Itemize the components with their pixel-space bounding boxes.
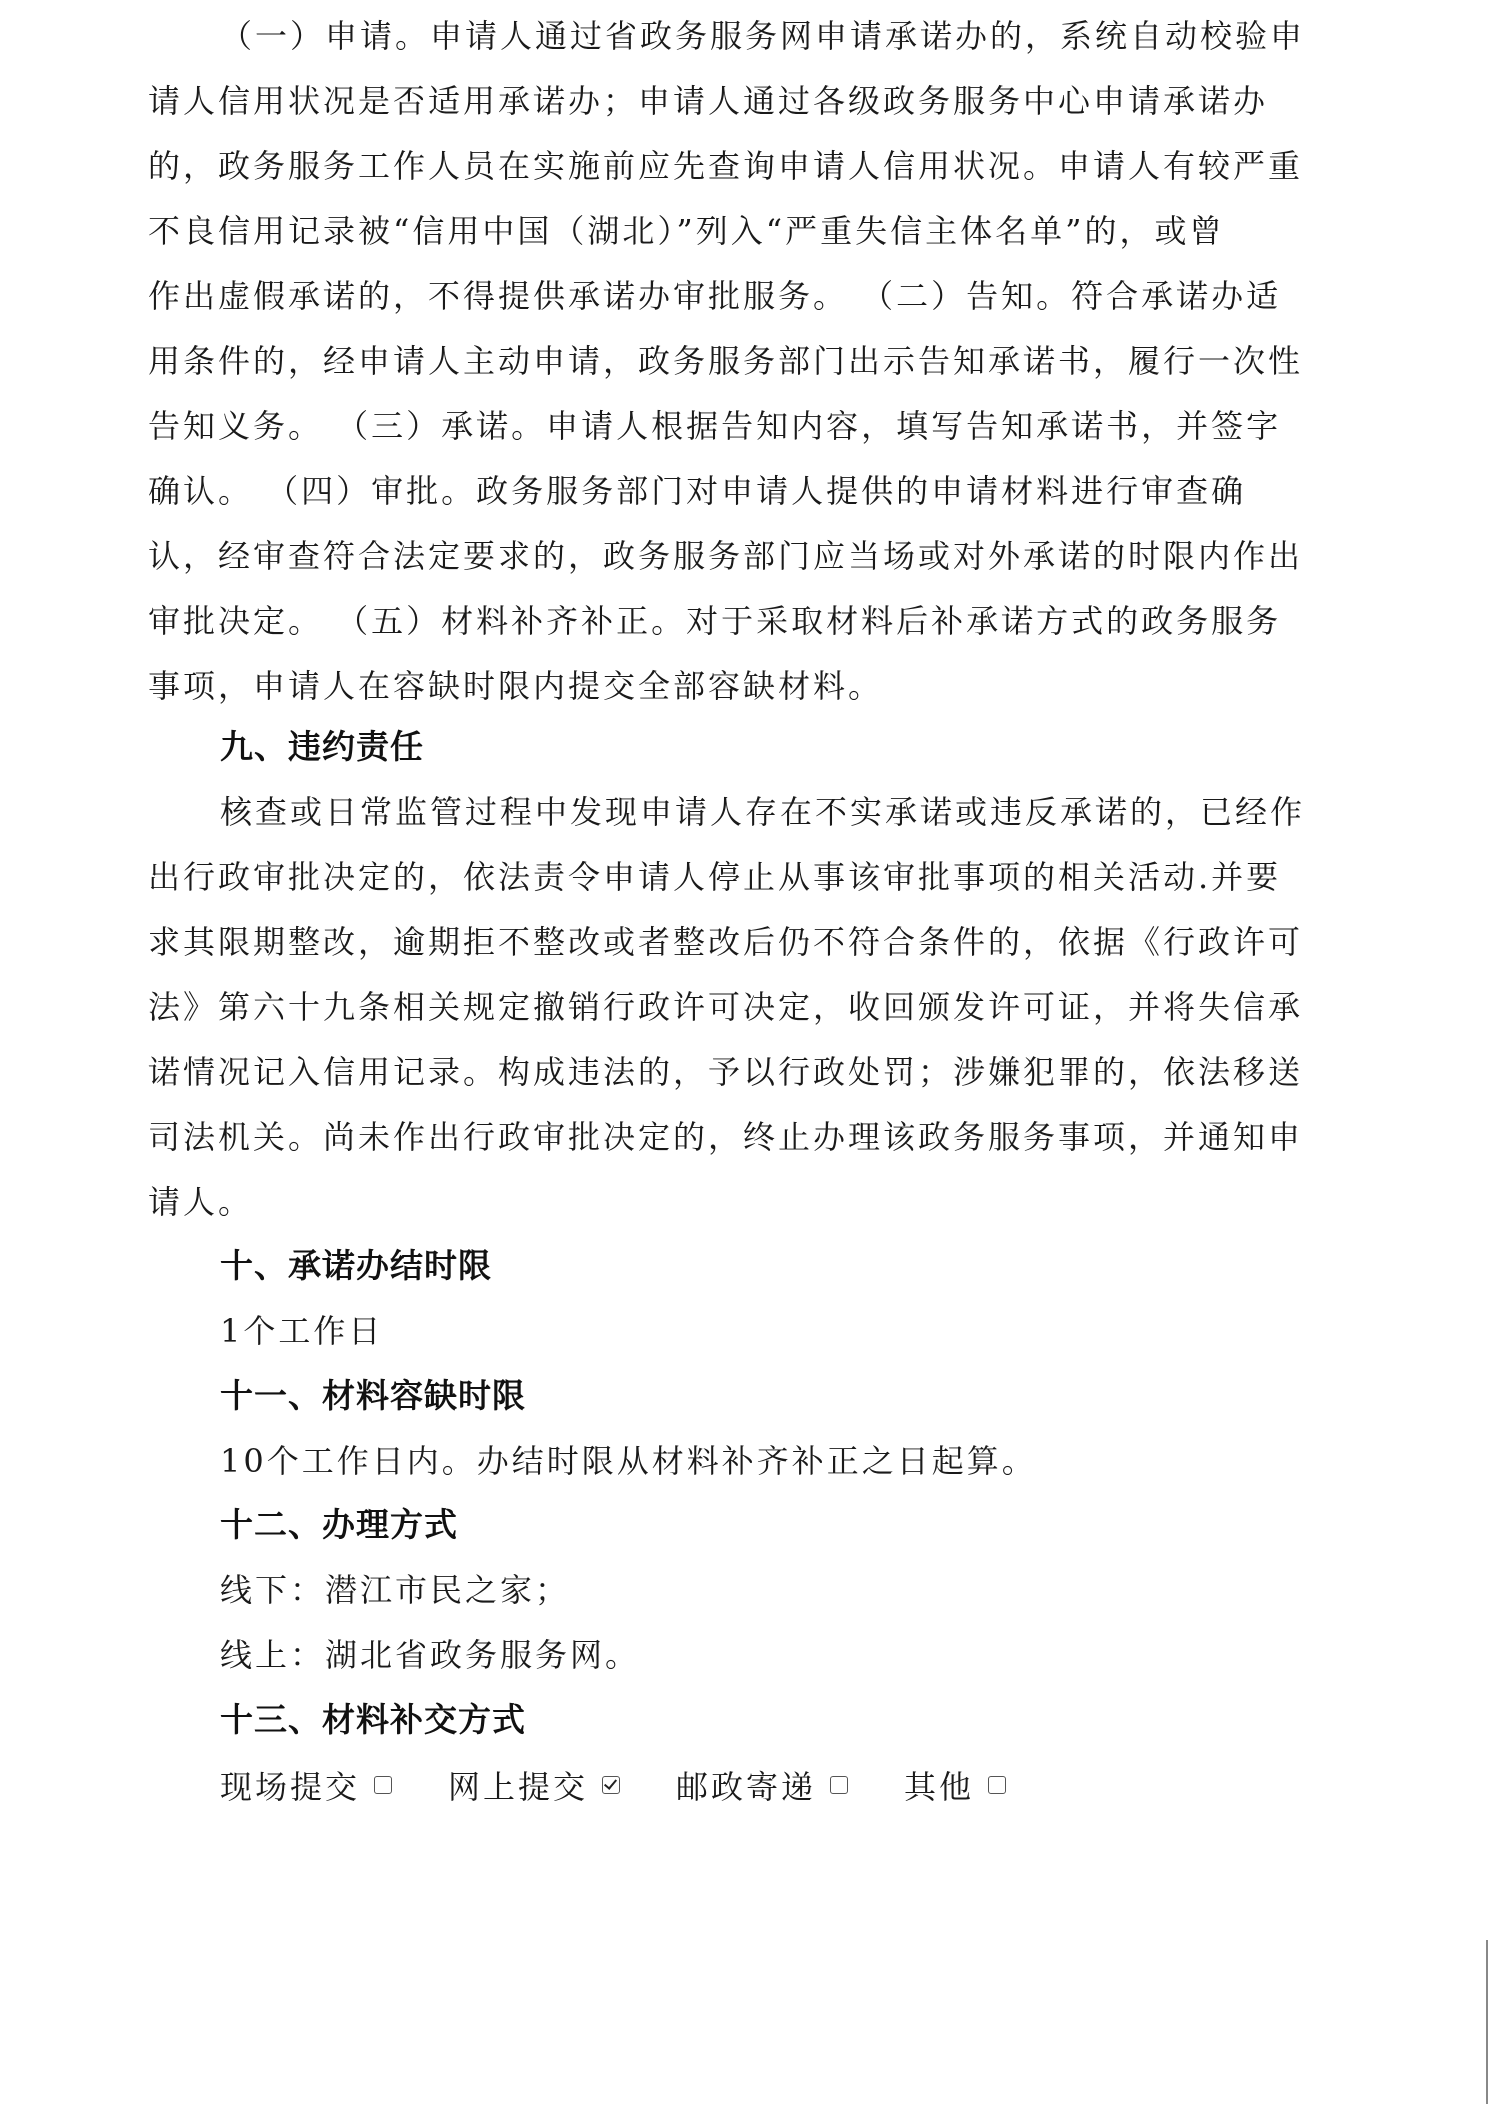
option-postal[interactable]	[676, 1762, 848, 1808]
option-onsite[interactable]	[220, 1762, 392, 1808]
text-line: 事项，申请人在容缺时限内提交全部容缺材料。	[148, 667, 884, 705]
text-line: 请人。	[148, 1183, 254, 1221]
text-line: 的，政务服务工作人员在实施前应先查询申请人信用状况。申请人有较严重	[148, 147, 1304, 185]
option-label: 网上提交	[448, 1768, 589, 1806]
section-heading-time-limit: 十、承诺办结时限	[220, 1246, 492, 1285]
option-label: 现场提交	[220, 1768, 361, 1806]
text-line: 告知义务。 （三）承诺。申请人根据告知内容，填写告知承诺书，并签字	[148, 407, 1282, 445]
section-heading-submission: 十三、材料补交方式	[220, 1700, 526, 1739]
text-line: 出行政审批决定的，依法责令申请人停止从事该审批事项的相关活动.并要	[148, 858, 1282, 896]
checkbox-checked-icon[interactable]	[602, 1776, 620, 1794]
text-line: 作出虚假承诺的，不得提供承诺办审批服务。 （二）告知。符合承诺办适	[148, 277, 1282, 315]
section-heading-deficiency: 十一、材料容缺时限	[220, 1376, 526, 1415]
deficiency-value: 10个工作日内。办结时限从材料补齐补正之日起算。	[220, 1442, 1037, 1480]
text-line: 审批决定。 （五）材料补齐补正。对于采取材料后补承诺方式的政务服务	[148, 602, 1282, 640]
text-line: 求其限期整改，逾期拒不整改或者整改后仍不符合条件的，依据《行政许可	[148, 923, 1304, 961]
text-line: 核查或日常监管过程中发现申请人存在不实承诺或违反承诺的，已经作	[220, 793, 1306, 831]
submission-options	[220, 1765, 1062, 1805]
text-line: 请人信用状况是否适用承诺办；申请人通过各级政务服务中心申请承诺办	[148, 82, 1269, 120]
checkbox-icon[interactable]	[374, 1776, 392, 1794]
section-heading-method: 十二、办理方式	[220, 1505, 458, 1544]
text-line: （一）申请。申请人通过省政务服务网申请承诺办的，系统自动校验申	[220, 17, 1306, 55]
text-line: 确认。 （四）审批。政务服务部门对申请人提供的申请材料进行审查确	[148, 472, 1247, 510]
option-online[interactable]	[448, 1762, 620, 1808]
checkbox-icon[interactable]	[988, 1776, 1006, 1794]
checkbox-icon[interactable]	[830, 1776, 848, 1794]
text-line: 不良信用记录被“信用中国（湖北）”列入“严重失信主体名单”的，或曾	[148, 212, 1225, 250]
time-limit-value: 1个工作日	[220, 1312, 384, 1350]
option-other[interactable]	[904, 1762, 1006, 1808]
text-line: 认，经审查符合法定要求的，政务服务部门应当场或对外承诺的时限内作出	[148, 537, 1304, 575]
option-label: 其他	[904, 1768, 975, 1806]
text-line: 法》第六十九条相关规定撤销行政许可决定，收回颁发许可证，并将失信承	[148, 988, 1304, 1026]
method-offline: 线下：潜江市民之家；	[220, 1571, 571, 1609]
option-label: 邮政寄递	[676, 1768, 817, 1806]
section-heading-liability: 九、违约责任	[220, 727, 424, 766]
text-line: 司法机关。尚未作出行政审批决定的，终止办理该政务服务事项，并通知申	[148, 1118, 1304, 1156]
method-online: 线上：湖北省政务服务网。	[220, 1636, 641, 1674]
text-line: 诺情况记入信用记录。构成违法的，予以行政处罚；涉嫌犯罪的，依法移送	[148, 1053, 1304, 1091]
text-line: 用条件的，经申请人主动申请，政务服务部门出示告知承诺书，履行一次性	[148, 342, 1304, 380]
